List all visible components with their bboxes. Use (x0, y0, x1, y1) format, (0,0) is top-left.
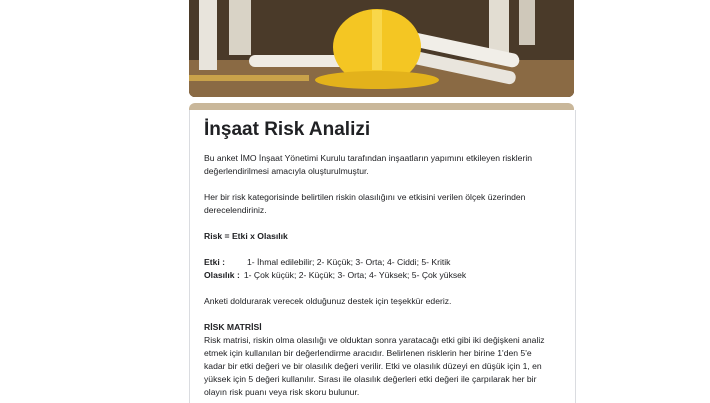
etki-label: Etki : (204, 257, 226, 267)
form-header-card (189, 110, 576, 403)
etki-value: 1- İhmal edilebilir; 2- Küçük; 3- Orta; 4- Ciddi; 5- Kritik (247, 257, 451, 267)
matrix-line: olayın risk puanı veya risk skoru bulunur. (204, 387, 360, 397)
thanks-text: Anketi doldurarak verecek olduğunuz destek için teşekkür ederiz. (204, 296, 452, 306)
intro-line: Bu anket İMO İnşaat Yönetimi Kurulu tarafından inşaatların yapımını etkileyen risklerin (204, 153, 533, 163)
form-title: İnşaat Risk Analizi (204, 119, 371, 140)
risk-formula: Risk = Etki x Olasılık (204, 231, 288, 241)
olasilik-scale (204, 269, 561, 282)
matrix-line: yüksek için 5 değeri kullanılır. Sırası ile olasılık değerleri etki değeri ile çarpılarak her bir (204, 374, 537, 384)
header-image (189, 0, 574, 97)
matrix-line: etmek için kullanılan bir değerlendirme aracıdır. Belirlenen risklerin her birine 1'den 5'e (204, 348, 532, 358)
matrix-heading: RİSK MATRİSİ (204, 322, 262, 332)
intro-line: değerlendirilmesi amacıyla oluşturulmuştur. (204, 166, 369, 176)
etki-scale (204, 256, 561, 269)
accent-bar (189, 103, 574, 110)
olasilik-label: Olasılık : (204, 270, 240, 280)
matrix-line: Risk matrisi, riskin olma olasılığı ve olduktan sonra yaratacağı etki gibi iki değişkeni analiz (204, 335, 545, 345)
construction-helmet-icon (189, 0, 574, 97)
olasilik-value: 1- Çok küçük; 2- Küçük; 3- Orta; 4- Yüksek; 5- Çok yüksek (243, 270, 467, 280)
matrix-line: kadar bir etki değeri ve bir olasılık değeri verilir. Etki ve olasılık düzeyi en düşük için 1, en (204, 361, 542, 371)
instruction-line: Her bir risk kategorisinde belirtilen riskin olasılığını ve etkisini verilen ölçek üzerinden (204, 192, 526, 202)
instruction-line: derecelendiriniz. (204, 205, 267, 215)
